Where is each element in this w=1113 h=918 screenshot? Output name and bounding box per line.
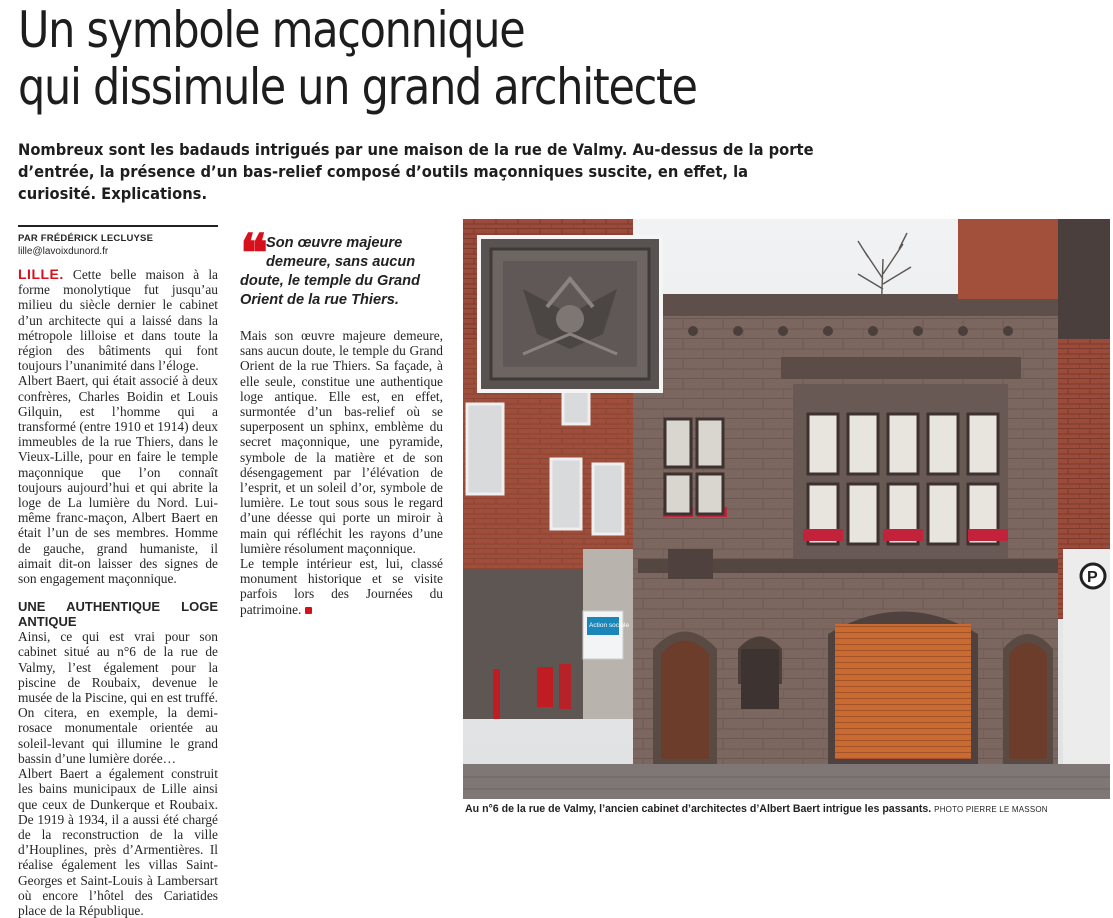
byline-author: PAR FRÉDÉRICK LECLUYSE	[18, 233, 154, 244]
paragraph-6	[240, 556, 443, 617]
facade-illustration	[463, 219, 1110, 799]
paragraph-3: Ainsi, ce qui est vrai pour son cabinet situé au n°6 de la rue de Valmy, l’est également pour la piscine de Roubaix, devenue le musée de la Piscine, qui en est truffé. On citera, en exemple, la demi-rosace monumentale orientée au soleil-levant qui illumine le grand bassin d’une lumière dorée…	[18, 629, 218, 766]
sign-text: Action sociale	[589, 622, 630, 629]
headline-line-1: Un symbole maçonnique	[18, 1, 525, 59]
byline-email: lille@lavoixdunord.fr	[18, 246, 109, 257]
paragraph-2: Albert Baert, qui était associé à deux confrères, Charles Boidin et Louis Gilquin, est l’homme qui a transformé (entre 1910 et 1914) deux immeubles de la rue Thiers, dans le Vieux-Lille, pour en faire le temple maçonnique que l’on connaît toujours aujourd’hui et qui abrite la loge de La lumière du Nord. Lui-même franc-maçon, Albert Baert en était l’un de ses membres. Homme de gauche, grand humaniste, il aimait dit-on laisser des signes de son engagement maçonnique.	[18, 373, 218, 587]
paragraph-6-text: Le temple intérieur est, lui, classé monument historique et se visite parfois lors des Journées du patrimoine.	[240, 556, 443, 617]
article-photo	[463, 219, 1110, 799]
dateline-city: LILLE.	[18, 266, 64, 282]
paragraph-4: Albert Baert a également construit les bains municipaux de Lille ainsi que ceux de Dunkerque et Roubaix. De 1919 à 1934, il a aussi été chargé de la reconstruction de la ville d’Houplines, près d’Armentières. Il réalise également les villas Saint-Georges et Saint-Louis à Lambersart où encore l’hôtel des Cariatides place de la République.	[18, 766, 218, 918]
article-column-1	[18, 225, 218, 918]
photo-caption	[465, 803, 1110, 816]
headline-line-2: qui dissimule un grand architecte	[18, 58, 697, 116]
byline-rule	[18, 225, 218, 227]
pull-quote	[240, 223, 443, 310]
article-column-2	[240, 218, 443, 617]
photo-credit: PHOTO PIERRE LE MASSON	[934, 805, 1048, 814]
pull-quote-text: Son œuvre majeure demeure, sans aucun doute, le temple du Grand Orient de la rue Thiers.	[240, 235, 421, 308]
subheading: UNE AUTHENTIQUE LOGE ANTIQUE	[18, 599, 218, 630]
standfirst: Nombreux sont les badauds intrigués par une maison de la rue de Valmy. Au-dessus de la porte d’entrée, la présence d’un bas-relief composé d’outils maçonniques suscite, en effet, la curiosité. Explications.	[18, 140, 814, 203]
bas-relief-inset	[477, 235, 663, 393]
quote-marks-icon: ❝	[240, 223, 262, 284]
caption-text: Au n°6 de la rue de Valmy, l’ancien cabinet d’architectes d’Albert Baert intrigue les passants.	[465, 803, 932, 815]
end-of-article-icon	[305, 607, 312, 614]
headline	[18, 2, 947, 116]
paragraph-5: Mais son œuvre majeure demeure, sans aucun doute, le temple du Grand Orient de la rue Thiers. Sa façade, à elle seule, constitue une authentique loge antique. Elle est, en effet, surmontée d’un bas-relief où se superposent un sphinx, emblème du secret maçonnique, une pyramide, symbole de la matière et de son désengagement par l’élévation de l’esprit, et un soleil d’or, symbole de lumière. Le tout sous sous le regard d’une déesse qui porte un miroir à main qui réfléchit les rayons d’une lumière résolument maçonnique.	[240, 328, 443, 556]
parking-sign-letter: P	[1087, 569, 1098, 586]
paragraph-1-text: Cette belle maison à la forme monolytique fut jusqu’au milieu du siècle dernier le cabinet d’un architecte qui a laissé dans la métropole lilloise et dans toute la région des bâtiments qui font toujours l’unanimité dans l’éloge.	[18, 267, 218, 374]
paragraph-1	[18, 267, 218, 373]
